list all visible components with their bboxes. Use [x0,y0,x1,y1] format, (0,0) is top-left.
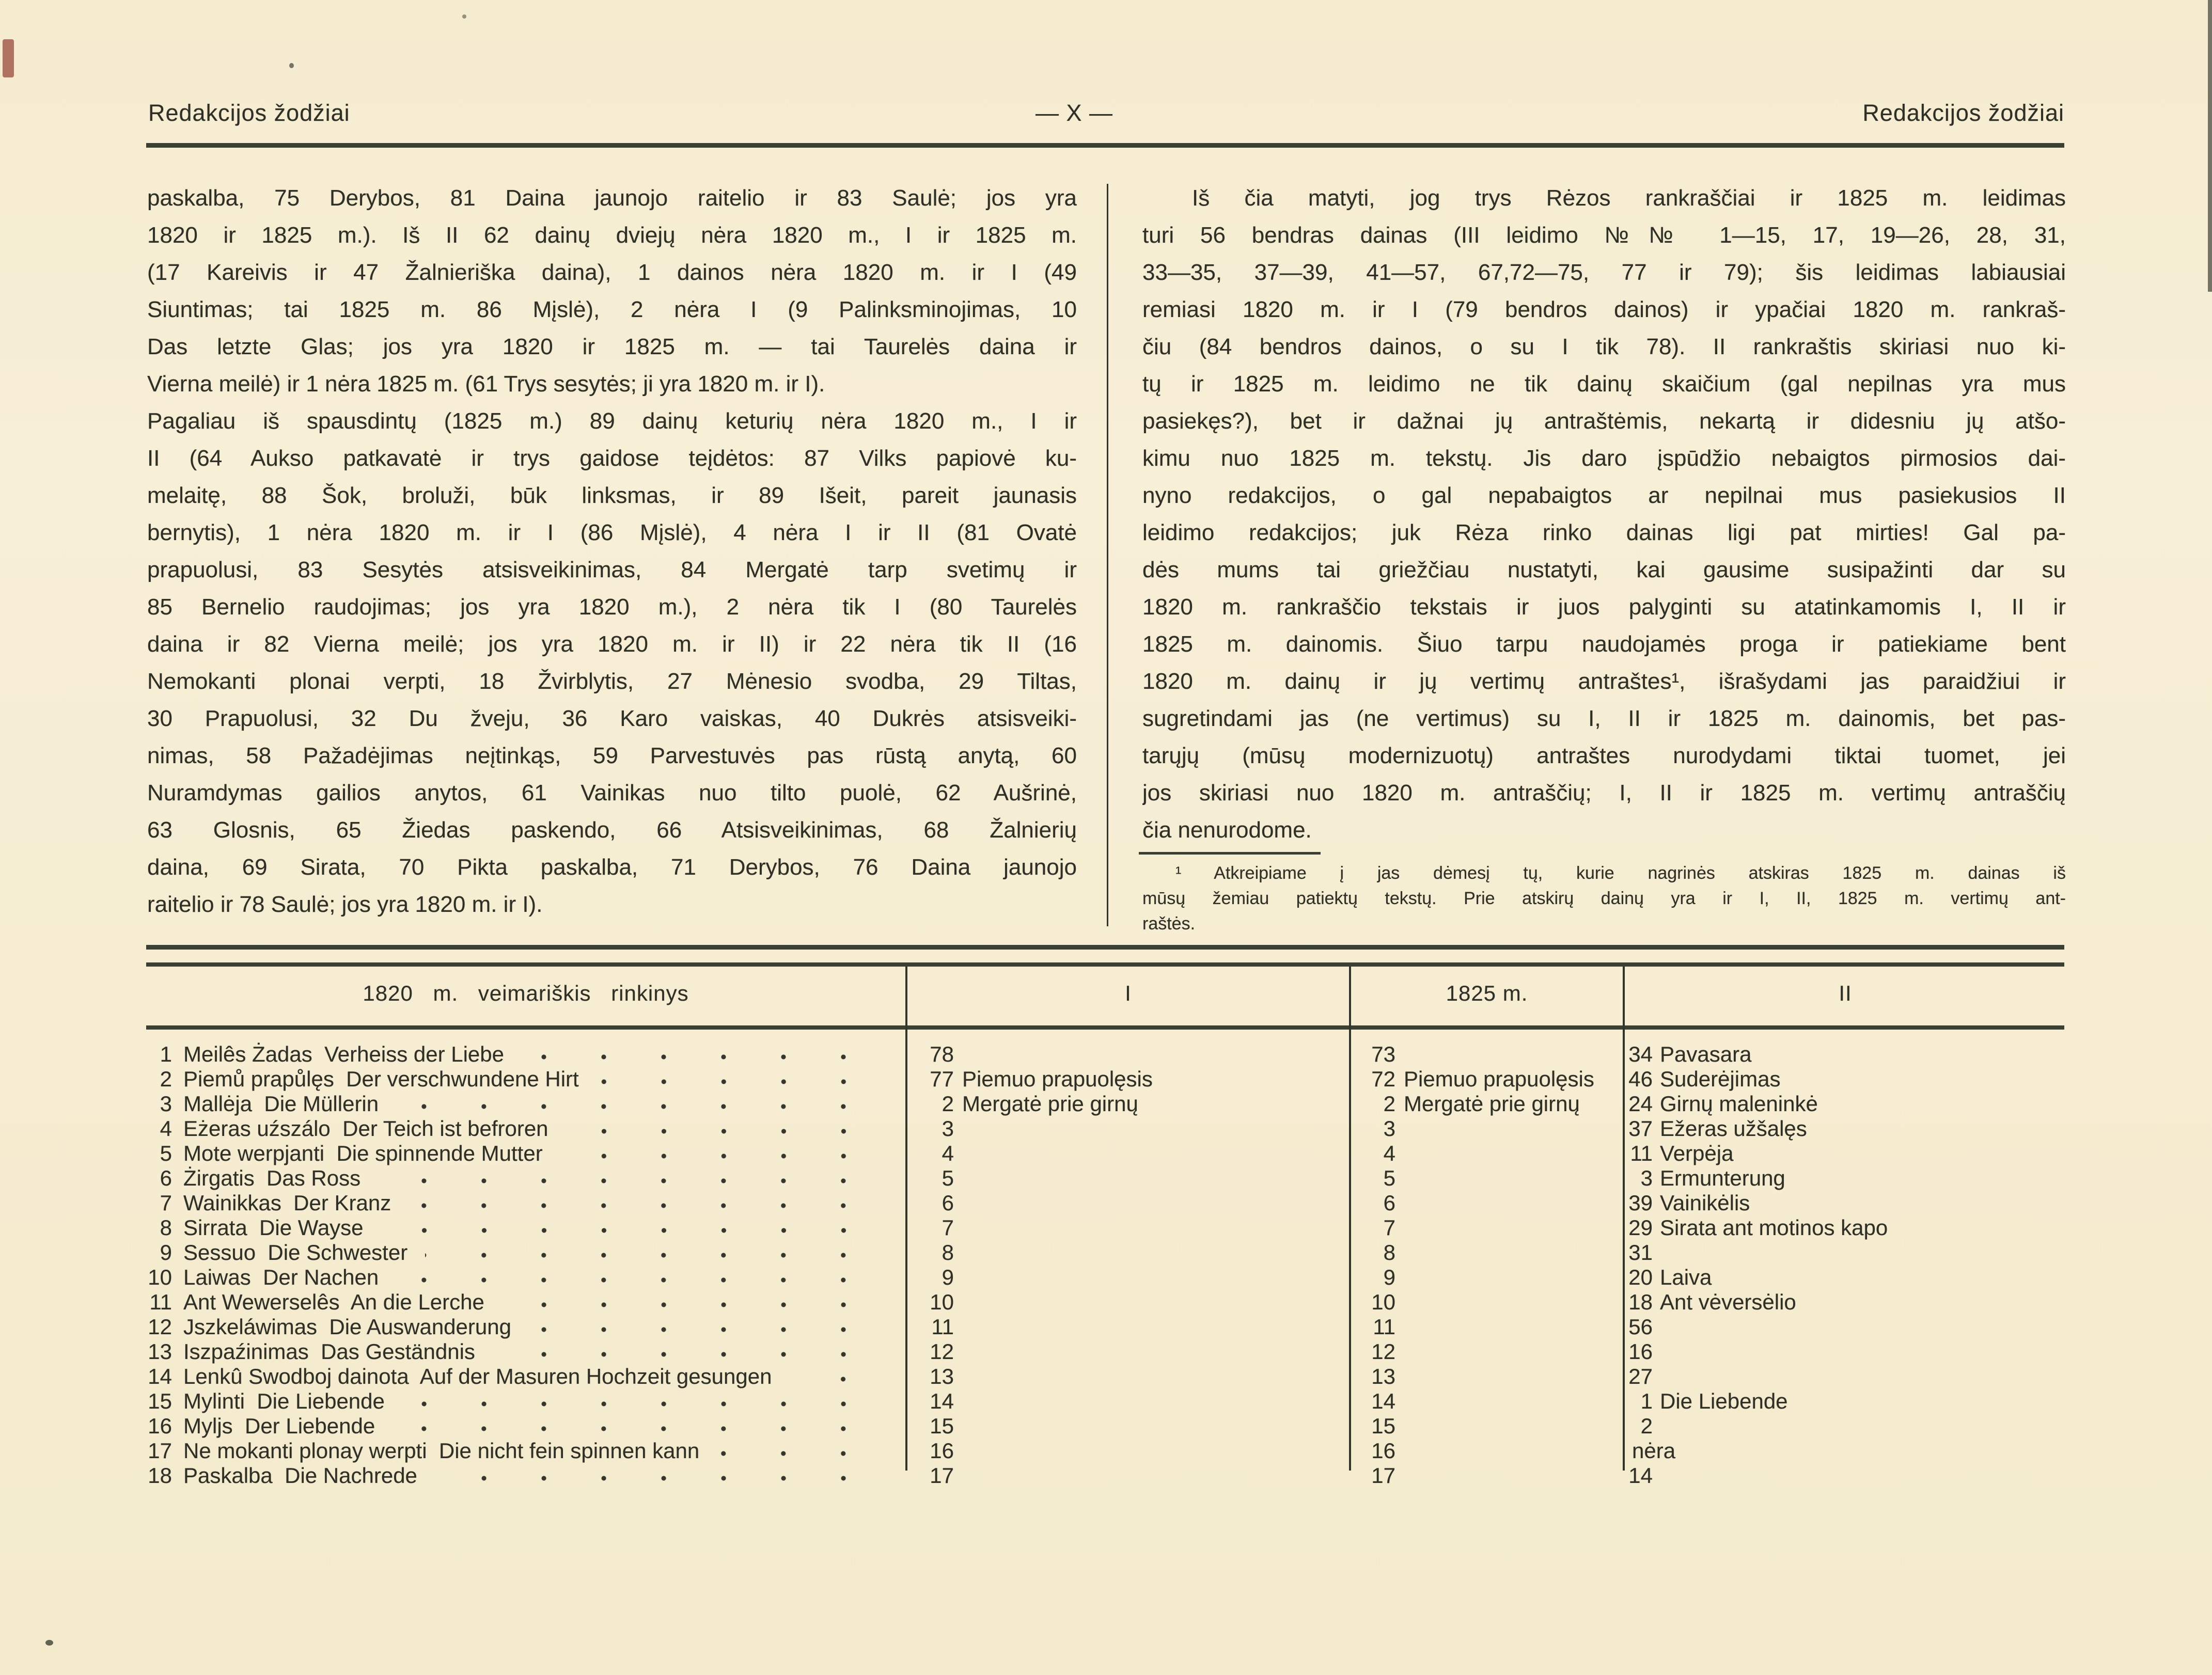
table-cell [905,1092,1349,1116]
table-cell [1349,1364,1623,1389]
row-number: 1 [160,1042,172,1066]
right-column-line: nyno redakcijos, o gal nepabaigtos ar nepilnai mus pasiekusios II [1142,483,2066,508]
row-number: 14 [148,1364,172,1388]
dot-leader [560,1141,876,1166]
table-cell [1623,1315,2066,1339]
table-cell [1623,1265,2066,1290]
right-column-line: jos skiriasi nuo 1820 m. antraščių; I, II ir 1825 m. vertimų antraščių [1142,780,2066,805]
cell-number: 11 [1630,1141,1653,1165]
dot-leader [566,1116,876,1141]
table-cell [905,1116,1349,1141]
cell-title: Ermunterung [1660,1166,1785,1190]
song-title: Piemů prapůlęs Der verschwundene Hirt [183,1067,579,1091]
cell-title: Laiva [1660,1265,1712,1289]
dot-leader [597,1067,876,1092]
table-row [146,1339,2066,1364]
song-title-cell [172,1116,905,1141]
cell-title: Sirata ant motinos kapo [1660,1215,1888,1240]
song-title-cell [172,1191,905,1215]
table-cell [1349,1389,1623,1414]
cell-number: 1 [1640,1389,1653,1413]
table-cell [905,1364,1349,1389]
song-concordance-table [146,1042,2066,1488]
song-title: Mallėja Die Müllerin [183,1092,379,1116]
row-number: 2 [160,1067,172,1091]
dot-leader [409,1191,876,1215]
cell-title: Mergatė prie girnų [1404,1092,1580,1116]
cell-number: 18 [1628,1290,1653,1314]
right-column-line: dės mums tai griežčiau nustatyti, kai gausime susipažinti dar su [1142,557,2066,582]
table-cell [1349,1067,1623,1092]
right-column-line: 1820 m. rankraščio tekstais ir juos palyginti su atatinkamomis I, II ir [1142,594,2066,620]
song-title-cell [172,1339,905,1364]
cell-number: 3 [1383,1116,1395,1141]
table-cell [1623,1067,2066,1092]
song-title-cell [172,1463,905,1488]
table-row [146,1240,2066,1265]
table-cell [1623,1339,2066,1364]
table-cell [1349,1042,1623,1067]
song-title-cell [172,1042,905,1067]
song-title: Ant Wewerselês An die Lerche [183,1290,484,1314]
dot-leader [393,1414,876,1439]
row-number: 6 [160,1166,172,1190]
table-cell [1623,1092,2066,1116]
cell-number: 2 [1383,1092,1395,1116]
left-column-line: 30 Prapuolusi, 32 Du žveju, 36 Karo vaiskas, 40 Dukrės atsisveiki- [147,706,1077,731]
song-title-cell [172,1414,905,1439]
song-title-cell [172,1166,905,1191]
table-row [146,1141,2066,1166]
table-row [146,1364,2066,1389]
cell-number: 37 [1628,1116,1653,1141]
table-cell [1349,1191,1623,1215]
row-number: 3 [160,1092,172,1116]
cell-number: 3 [1640,1166,1653,1190]
table-cell [905,1389,1349,1414]
cell-number: 17 [1371,1463,1395,1488]
table-row [146,1092,2066,1116]
table-row [146,1116,2066,1141]
table-cell [1349,1463,1623,1488]
row-number: 7 [160,1191,172,1215]
left-column-line: daina ir 82 Vierna meilė; jos yra 1820 m. ir II) ir 22 nėra tik II (16 [147,631,1077,657]
cell-number: 6 [942,1191,954,1215]
table-header-1825-edition: 1825 m. [1446,981,1528,1005]
table-cell [1349,1414,1623,1439]
footnote [1142,861,2066,937]
right-column-line: kimu nuo 1825 m. tekstų. Jis daro įspūdžio nebaigtos pirmosios dai- [1142,446,2066,471]
left-column-line: Siuntimas; tai 1825 m. 86 Mįslė), 2 nėra I (9 Palinksminojimas, 10 [147,297,1077,322]
cell-number: 29 [1628,1215,1653,1240]
table-cell [905,1414,1349,1439]
table-top-rule-inner [146,962,2064,967]
cell-number: 9 [942,1265,954,1289]
right-text-column [1142,180,2066,849]
cell-number: 4 [1383,1141,1395,1165]
row-number: 8 [160,1215,172,1240]
table-cell [1623,1116,2066,1141]
right-column-line: 1820 m. dainų ir jų vertimų antraštes¹, išrašydami jas paraidžiui ir [1142,669,2066,694]
left-column-line: 63 Glosnis, 65 Žiedas paskendo, 66 Atsisveikinimas, 68 Žalnierių [147,817,1077,843]
row-number: 17 [148,1439,172,1463]
cell-number: 12 [930,1339,954,1364]
scan-artifact-speck [289,63,294,68]
table-cell [905,1240,1349,1265]
left-column-line: Vierna meilė) ir 1 nėra 1825 m. (61 Trys sesytės; ji yra 1820 m. ir I). [147,371,825,397]
left-text-column [147,180,1077,923]
table-row [146,1414,2066,1439]
cell-number: 12 [1371,1339,1395,1364]
cell-number: 46 [1628,1067,1653,1091]
row-number: 13 [148,1339,172,1364]
cell-title: Suderėjimas [1660,1067,1781,1091]
table-row [146,1439,2066,1463]
row-number: 9 [160,1240,172,1265]
left-column-line: Das letzte Glas; jos yra 1820 ir 1825 m. — tai Taurelės daina ir [147,334,1077,359]
cell-title: Vainikėlis [1660,1191,1750,1215]
cell-number: 56 [1628,1315,1653,1339]
left-column-line: Nemokanti plonai verpti, 18 Žvirblytis, 27 Mėnesio svodba, 29 Tiltas, [147,669,1077,694]
cell-title: nėra [1632,1439,1676,1463]
song-title-cell [172,1240,905,1265]
table-cell [1623,1290,2066,1315]
table-cell [1349,1290,1623,1315]
song-title-cell [172,1389,905,1414]
cell-number: 73 [1371,1042,1395,1066]
table-cell [905,1166,1349,1191]
scan-artifact-red-mark [3,39,14,77]
song-title-cell [172,1215,905,1240]
table-top-rule-outer [146,945,2064,950]
song-title: Myljs Der Liebende [183,1414,375,1438]
song-title: Laiwas Der Nachen [183,1265,379,1289]
dot-leader [435,1463,876,1488]
right-column-line: čiu (84 bendros dainos, o su I tik 78). II rankraštis skiriasi nuo ki- [1142,334,2066,359]
right-column-line: tarųjų (mūsų modernizuotų) antraštes nurodydami tiktai tuomet, jei [1142,743,2066,768]
table-cell [1349,1240,1623,1265]
cell-number: 31 [1628,1240,1653,1265]
left-column-line: (17 Kareivis ir 47 Žalnieriška daina), 1 dainos nėra 1820 m. ir I (49 [147,260,1077,285]
cell-title: Verpėja [1660,1141,1734,1165]
cell-title: Ežeras užšalęs [1660,1116,1807,1141]
cell-number: 15 [930,1414,954,1438]
table-row [146,1315,2066,1339]
cell-title: Ant vėversėlio [1660,1290,1796,1314]
right-column-line: 1825 m. dainomis. Šiuo tarpu naudojamės proga ir patiekiame bent [1142,631,2066,657]
table-cell [905,1191,1349,1215]
right-column-line: 33—35, 37—39, 41—57, 67,72—75, 77 ir 79); šis leidimas labiausiai [1142,260,2066,285]
table-cell [905,1315,1349,1339]
table-cell [905,1215,1349,1240]
left-column-line: raitelio ir 78 Saulė; jos yra 1820 m. ir I). [147,892,543,917]
row-number: 5 [160,1141,172,1165]
dot-leader [396,1265,876,1290]
table-cell [1349,1141,1623,1166]
cell-number: 2 [1640,1414,1653,1438]
cell-title: Girnų maleninkė [1660,1092,1818,1116]
song-title: Eżeras uźszálo Der Teich ist befroren [183,1116,548,1141]
dot-leader [789,1364,876,1389]
left-column-line: nimas, 58 Pažadėjimas neįtinkąs, 59 Parvestuvės pas rūstą anytą, 60 [147,743,1077,768]
dot-leader [502,1290,876,1315]
table-cell [1623,1463,2066,1488]
table-row [146,1067,2066,1092]
table-cell [1623,1439,2066,1463]
scan-artifact-page-edge [2208,0,2212,292]
left-column-line: melaitę, 88 Šok, broluži, būk linksmas, ir 89 Išeit, pareit jaunasis [147,483,1077,508]
cell-number: 27 [1628,1364,1653,1388]
table-cell [1623,1364,2066,1389]
table-cell [1349,1116,1623,1141]
column-divider-rule [1107,184,1108,926]
cell-number: 7 [1383,1215,1395,1240]
cell-number: 72 [1371,1067,1395,1091]
cell-number: 16 [930,1439,954,1463]
table-cell [1349,1439,1623,1463]
page-number-x: — X — [1035,100,1113,126]
cell-number: 9 [1383,1265,1395,1289]
table-cell [905,1339,1349,1364]
cell-number: 20 [1628,1265,1653,1289]
song-title-cell [172,1067,905,1092]
table-cell [1349,1166,1623,1191]
dot-leader [396,1092,876,1116]
right-column-line: turi 56 bendras dainas (III leidimo №№ 1—15, 17, 19—26, 28, 31, [1142,223,2066,248]
right-column-line: tų ir 1825 m. leidimo ne tik dainų skaičium (gal nepilnas yra mus [1142,371,2066,397]
table-cell [1623,1042,2066,1067]
cell-title: Mergatė prie girnų [962,1092,1138,1116]
table-cell [1349,1215,1623,1240]
table-header-bottom-rule [146,1025,2064,1030]
right-column-line: Iš čia matyti, jog trys Rėzos rankraščiai ir 1825 m. leidimas [1192,185,2066,211]
footnote-line: raštės. [1142,914,1196,934]
left-column-line: 85 Bernelio raudojimas; jos yra 1820 m.), 2 nėra tik I (80 Taurelės [147,594,1077,620]
table-cell [905,1141,1349,1166]
table-row [146,1191,2066,1215]
table-cell [1623,1166,2066,1191]
table-header-manuscript-ii: II [1839,981,1852,1005]
cell-number: 16 [1628,1339,1653,1364]
dot-leader [425,1240,876,1265]
cell-number: 11 [931,1315,954,1339]
left-column-line: Nuramdymas gailios anytos, 61 Vainikas nuo tilto puolė, 62 Aušrinė, [147,780,1077,805]
cell-number: 8 [942,1240,954,1265]
table-cell [1349,1092,1623,1116]
row-number: 15 [148,1389,172,1413]
row-number: 12 [148,1315,172,1339]
cell-number: 13 [1371,1364,1395,1388]
right-column-line: leidimo redakcijos; juk Rėza rinko dainas ligi pat mirties! Gal pa- [1142,520,2066,545]
right-column-line: čia nenurodome. [1142,817,1312,843]
song-title-cell [172,1364,905,1389]
table-cell [905,1290,1349,1315]
table-cell [905,1067,1349,1092]
cell-number: 77 [930,1067,954,1091]
table-row [146,1389,2066,1414]
row-number: 4 [160,1116,172,1141]
cell-number: 2 [942,1092,954,1116]
song-title-cell [172,1315,905,1339]
table-cell [1623,1240,2066,1265]
row-number: 16 [148,1414,172,1438]
cell-title: Piemuo prapuolęsis [1404,1067,1594,1091]
row-number: 10 [148,1265,172,1289]
table-cell [1623,1141,2066,1166]
table-cell [1623,1215,2066,1240]
left-column-line: daina, 69 Sirata, 70 Pikta paskalba, 71 Derybos, 76 Daina jaunojo [147,855,1077,880]
footnote-separator-rule [1139,852,1321,855]
table-cell [1349,1315,1623,1339]
cell-number: 7 [942,1215,954,1240]
table-cell [1623,1414,2066,1439]
cell-number: 17 [930,1463,954,1488]
scan-artifact-speck [462,14,466,19]
table-cell [1349,1339,1623,1364]
song-title: Sessuo Die Schwester [183,1240,408,1265]
dot-leader [529,1315,876,1339]
cell-number: 39 [1628,1191,1653,1215]
dot-leader [717,1439,876,1463]
table-cell [1623,1191,2066,1215]
right-column-line: sugretindami jas (ne vertimus) su I, II ir 1825 m. dainomis, bet pas- [1142,706,2066,731]
row-number: 18 [148,1463,172,1488]
cell-number: 5 [1383,1166,1395,1190]
table-row [146,1042,2066,1067]
cell-number: 14 [1371,1389,1395,1413]
song-title-cell [172,1092,905,1116]
left-column-line: II (64 Aukso patkavatė ir trys gaidose teįdėtos: 87 Vilks papiovė ku- [147,446,1077,471]
table-cell [905,1439,1349,1463]
right-column-line: remiasi 1820 m. ir I (79 bendros dainos) ir ypačiai 1820 m. rankraš- [1142,297,2066,322]
table-row [146,1215,2066,1240]
song-title-cell [172,1439,905,1463]
cell-title: Die Liebende [1660,1389,1788,1413]
song-title: Meilês Żadas Verheiss der Liebe [183,1042,504,1066]
cell-number: 78 [930,1042,954,1066]
scan-artifact-speck [45,1640,53,1646]
footnote-line: mūsų žemiau patiektų tekstų. Prie atskirų dainų yra ir I, II, 1825 m. vertimų ant- [1142,889,2066,908]
header-rule [146,143,2064,148]
cell-number: 16 [1371,1439,1395,1463]
song-title: Mote werpjanti Die spinnende Mutter [183,1141,543,1165]
cell-number: 14 [930,1389,954,1413]
running-head-left: Redakcijos žodžiai [148,100,350,126]
table-header-manuscript-i: I [1125,981,1132,1005]
cell-number: 3 [942,1116,954,1141]
song-title-cell [172,1265,905,1290]
cell-title: Piemuo prapuolęsis [962,1067,1153,1091]
left-column-line: Pagaliau iš spausdintų (1825 m.) 89 dainų keturių nėra 1820 m., I ir [147,408,1077,434]
left-column-line: bernytis), 1 nėra 1820 m. ir I (86 Mįslė), 4 nėra I ir II (81 Ovatė [147,520,1077,545]
footnote-line: ¹ Atkreipiame į jas dėmesį tų, kurie nagrinės atskiras 1825 m. dainas iš [1175,863,2066,883]
cell-number: 34 [1628,1042,1653,1066]
dot-leader [522,1042,876,1067]
dot-leader [378,1166,876,1191]
cell-number: 4 [942,1141,954,1165]
dot-leader [402,1389,876,1414]
song-title: Ne mokanti plonay werpti Die nicht fein spinnen kann [183,1439,700,1463]
table-row [146,1463,2066,1488]
table-cell [1349,1265,1623,1290]
table-header-1820-collection: 1820 m. veimariškis rinkinys [363,981,689,1005]
table-row [146,1265,2066,1290]
cell-number: 11 [1373,1315,1395,1339]
cell-number: 24 [1628,1092,1653,1116]
table-cell [905,1042,1349,1067]
left-column-line: paskalba, 75 Derybos, 81 Daina jaunojo raitelio ir 83 Saulė; jos yra [147,185,1077,211]
running-head-right: Redakcijos žodžiai [1862,100,2064,126]
song-title-cell [172,1290,905,1315]
cell-number: 6 [1383,1191,1395,1215]
song-title: Żirgatis Das Ross [183,1166,361,1190]
dot-leader [493,1339,876,1364]
cell-title: Pavasara [1660,1042,1752,1066]
song-title: Lenkû Swodboj dainota Auf der Masuren Hochzeit gesungen [183,1364,772,1388]
row-number: 11 [149,1290,172,1314]
song-title: Sirrata Die Wayse [183,1215,364,1240]
table-cell [905,1265,1349,1290]
song-title: Jszkeláwimas Die Auswanderung [183,1315,511,1339]
table-cell [905,1463,1349,1488]
cell-number: 13 [930,1364,954,1388]
table-row [146,1166,2066,1191]
song-title-cell [172,1141,905,1166]
left-column-line: prapuolusi, 83 Sesytės atsisveikinimas, 84 Mergatė tarp svetimų ir [147,557,1077,582]
right-column-line: pasiekęs?), bet ir dažnai jų antraštėmis, nekartą ir didesniu jų atšo- [1142,408,2066,434]
cell-number: 14 [1628,1463,1653,1488]
cell-number: 15 [1371,1414,1395,1438]
song-title: Paskalba Die Nachrede [183,1463,417,1488]
table-row [146,1290,2066,1315]
cell-number: 10 [1371,1290,1395,1314]
song-title: Iszpaźinimas Das Geständnis [183,1339,475,1364]
left-column-line: 1820 ir 1825 m.). Iš II 62 dainų dviejų nėra 1820 m., I ir 1825 m. [147,223,1077,248]
cell-number: 5 [942,1166,954,1190]
song-title: Wainikkas Der Kranz [183,1191,391,1215]
dot-leader [381,1215,876,1240]
song-title: Mylinti Die Liebende [183,1389,385,1413]
table-cell [1623,1389,2066,1414]
cell-number: 10 [930,1290,954,1314]
cell-number: 8 [1383,1240,1395,1265]
